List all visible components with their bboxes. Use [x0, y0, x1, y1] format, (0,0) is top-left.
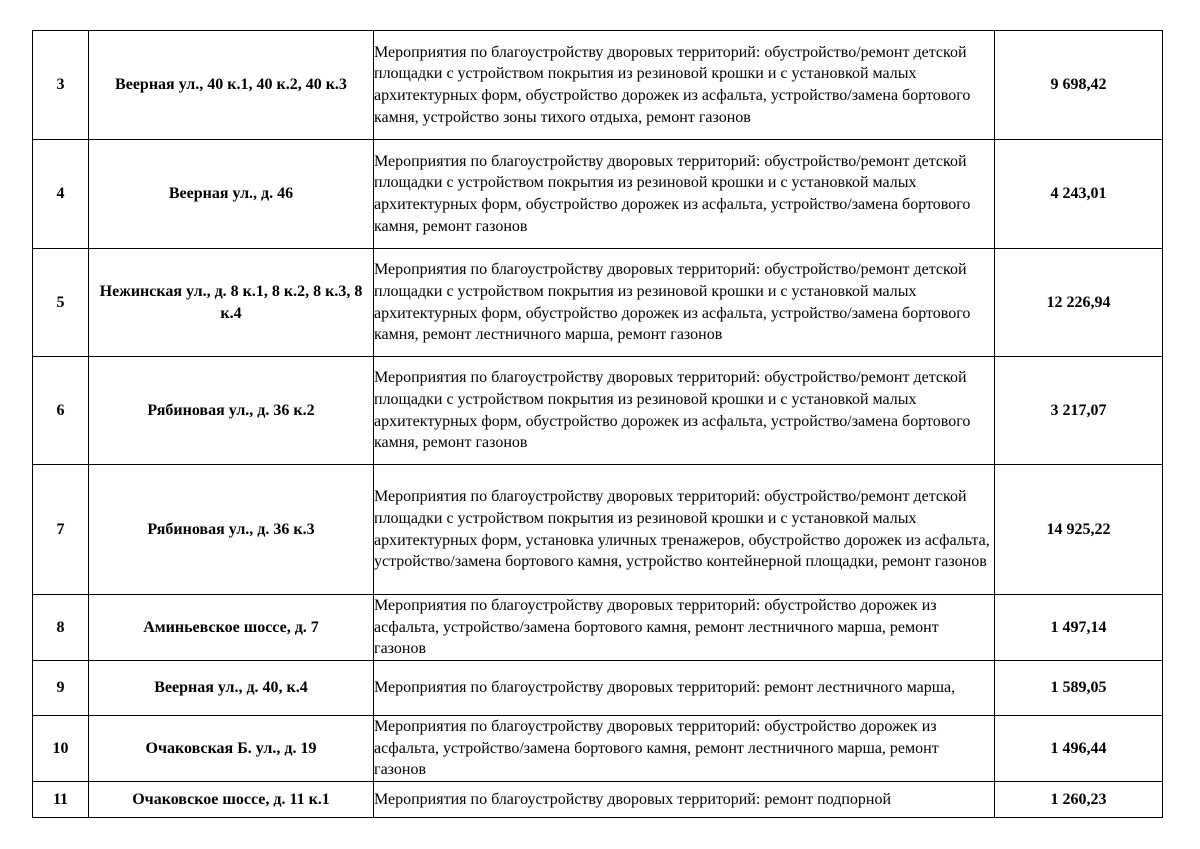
row-description-text: Мероприятия по благоустройству дворовых территорий: ремонт подпорной — [374, 790, 892, 808]
row-number: 11 — [33, 782, 89, 818]
table-row — [33, 465, 1163, 595]
row-number: 8 — [33, 595, 89, 661]
row-number: 9 — [33, 661, 89, 716]
row-description-text: Мероприятия по благоустройству дворовых территорий: обустройство/ремонт детской площадки с устройством покрытия из резиновой крошки и с установкой малых архитектурных форм, обустройство дорожек из асфальта, устройство/замена бортового камня, ремонт газонов — [374, 152, 971, 235]
row-description — [374, 31, 995, 140]
row-description-text: Мероприятия по благоустройству дворовых территорий: обустройство/ремонт детской площадки с устройством покрытия из резиновой крошки и с установкой малых архитектурных форм, установка уличных тренажеров, обустройство дорожек из асфальта, устройство/замена бортового камня, устройство контейнерной площадки, ремонт газонов — [374, 488, 990, 571]
row-description-text: Мероприятия по благоустройству дворовых территорий: обустройство/ремонт детской площадки с устройством покрытия из резиновой крошки и с установкой малых архитектурных форм, обустройство дорожек из асфальта, устройство/замена бортового камня, устройство зоны тихого отдыха, ремонт газонов — [374, 43, 971, 126]
table-row — [33, 31, 1163, 140]
row-number: 3 — [33, 31, 89, 140]
row-description — [374, 782, 995, 818]
row-description — [374, 595, 995, 661]
works-table — [32, 30, 1163, 818]
table-row — [33, 782, 1163, 818]
table-row — [33, 716, 1163, 782]
row-amount: 1 260,23 — [995, 782, 1163, 818]
row-address: Веерная ул., д. 46 — [89, 140, 374, 249]
row-amount: 3 217,07 — [995, 357, 1163, 465]
table-row — [33, 595, 1163, 661]
row-address: Аминьевское шоссе, д. 7 — [89, 595, 374, 661]
row-description-text: Мероприятия по благоустройству дворовых территорий: обустройство/ремонт детской площадки с устройством покрытия из резиновой крошки и с установкой малых архитектурных форм, обустройство дорожек из асфальта, устройство/замена бортового камня, ремонт газонов — [374, 369, 971, 452]
row-amount: 4 243,01 — [995, 140, 1163, 249]
row-description — [374, 140, 995, 249]
row-description-text: Мероприятия по благоустройству дворовых территорий: обустройство дорожек из асфальта, устройство/замена бортового камня, ремонт лестничного марша, ремонт газонов — [374, 597, 939, 658]
row-description-text: Мероприятия по благоустройству дворовых территорий: ремонт лестничного марша, — [374, 679, 956, 697]
table-row — [33, 249, 1163, 357]
row-amount: 1 589,05 — [995, 661, 1163, 716]
row-description — [374, 716, 995, 782]
row-amount: 14 925,22 — [995, 465, 1163, 595]
table-row — [33, 357, 1163, 465]
row-address: Рябиновая ул., д. 36 к.2 — [89, 357, 374, 465]
row-address: Рябиновая ул., д. 36 к.3 — [89, 465, 374, 595]
row-description — [374, 465, 995, 595]
row-description-text: Мероприятия по благоустройству дворовых территорий: обустройство/ремонт детской площадки с устройством покрытия из резиновой крошки и с установкой малых архитектурных форм, обустройство дорожек из асфальта, устройство/замена бортового камня, ремонт лестничного марша, ремонт газонов — [374, 261, 971, 344]
row-address: Веерная ул., д. 40, к.4 — [89, 661, 374, 716]
row-address: Нежинская ул., д. 8 к.1, 8 к.2, 8 к.3, 8 к.4 — [89, 249, 374, 357]
table-row — [33, 140, 1163, 249]
works-table-body — [33, 31, 1163, 818]
row-description — [374, 357, 995, 465]
row-number: 10 — [33, 716, 89, 782]
row-description — [374, 661, 995, 716]
row-description — [374, 249, 995, 357]
row-address: Веерная ул., 40 к.1, 40 к.2, 40 к.3 — [89, 31, 374, 140]
row-description-text: Мероприятия по благоустройству дворовых территорий: обустройство дорожек из асфальта, устройство/замена бортового камня, ремонт лестничного марша, ремонт газонов — [374, 718, 939, 779]
row-number: 7 — [33, 465, 89, 595]
table-row — [33, 661, 1163, 716]
row-amount: 12 226,94 — [995, 249, 1163, 357]
row-amount: 1 497,14 — [995, 595, 1163, 661]
row-address: Очаковская Б. ул., д. 19 — [89, 716, 374, 782]
row-number: 6 — [33, 357, 89, 465]
row-amount: 9 698,42 — [995, 31, 1163, 140]
row-number: 5 — [33, 249, 89, 357]
row-address: Очаковское шоссе, д. 11 к.1 — [89, 782, 374, 818]
row-number: 4 — [33, 140, 89, 249]
row-amount: 1 496,44 — [995, 716, 1163, 782]
